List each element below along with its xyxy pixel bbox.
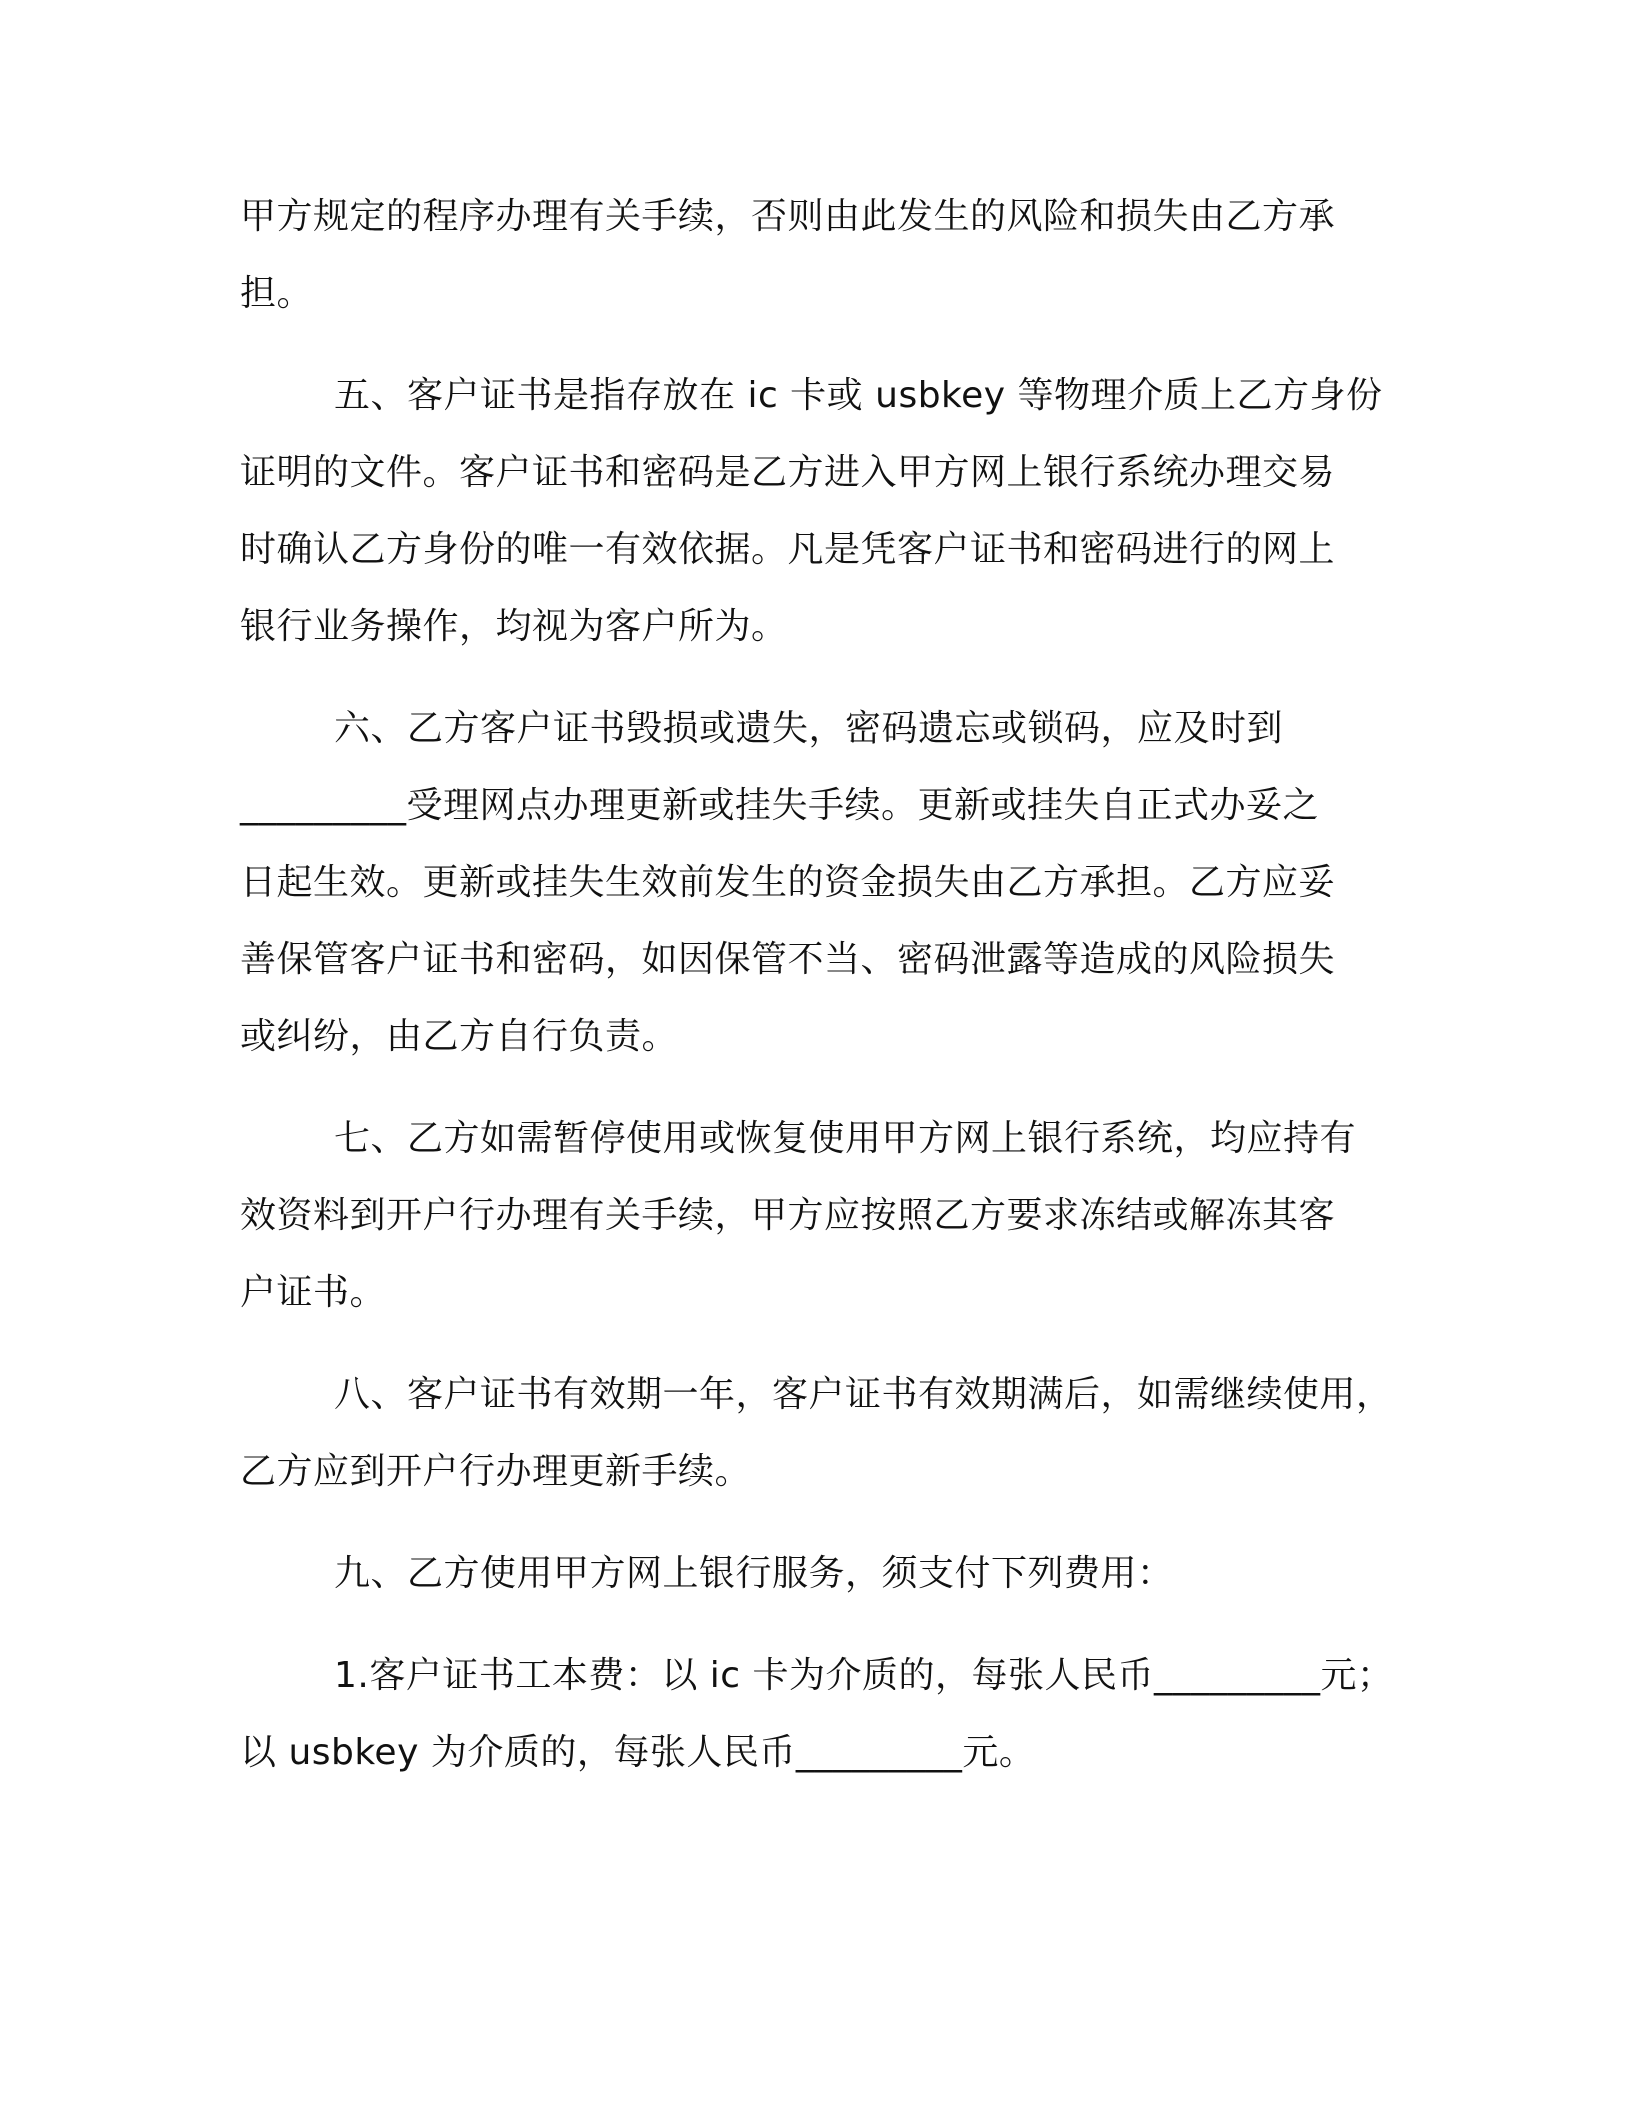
text-line: 时确认乙方身份的唯一有效依据。凡是凭客户证书和密码进行的网上 xyxy=(240,529,1336,570)
paragraph-clause-5 xyxy=(240,357,1405,665)
document-body xyxy=(240,178,1405,1791)
text-line: 九、乙方使用甲方网上银行服务，须支付下列费用： xyxy=(334,1553,1174,1594)
text-line: 乙方应到开户行办理更新手续。 xyxy=(240,1451,752,1492)
text-line: 户证书。 xyxy=(240,1272,387,1313)
paragraph-clause-9 xyxy=(240,1535,1405,1612)
text-line: 七、乙方如需暂停使用或恢复使用甲方网上银行系统，均应持有 xyxy=(334,1118,1357,1159)
paragraph-continued xyxy=(240,178,1405,332)
text-line: 以 usbkey 为介质的，每张人民币_________元。 xyxy=(240,1732,1036,1773)
text-line: 日起生效。更新或挂失生效前发生的资金损失由乙方承担。乙方应妥 xyxy=(240,862,1336,903)
paragraph-clause-6 xyxy=(240,690,1405,1075)
text-line: 担。 xyxy=(240,273,314,314)
paragraph-clause-7 xyxy=(240,1100,1405,1331)
text-line: 或纠纷，由乙方自行负责。 xyxy=(240,1016,679,1057)
text-line: 效资料到开户行办理有关手续，甲方应按照乙方要求冻结或解冻其客 xyxy=(240,1195,1336,1236)
text-line: 银行业务操作，均视为客户所为。 xyxy=(240,606,788,647)
text-line: 甲方规定的程序办理有关手续，否则由此发生的风险和损失由乙方承 xyxy=(240,196,1336,237)
text-line: 1.客户证书工本费：以 ic 卡为介质的，每张人民币_________元； xyxy=(334,1655,1394,1696)
text-line: 六、乙方客户证书毁损或遗失，密码遗忘或锁码，应及时到 xyxy=(334,708,1284,749)
paragraph-clause-8 xyxy=(240,1356,1405,1510)
text-line: 善保管客户证书和密码，如因保管不当、密码泄露等造成的风险损失 xyxy=(240,939,1336,980)
text-line: _________受理网点办理更新或挂失手续。更新或挂失自正式办妥之 xyxy=(240,785,1320,826)
paragraph-clause-9-item-1 xyxy=(240,1637,1405,1791)
text-line: 五、客户证书是指存放在 ic 卡或 usbkey 等物理介质上乙方身份 xyxy=(334,375,1383,416)
text-line: 八、客户证书有效期一年，客户证书有效期满后，如需继续使用， xyxy=(334,1374,1393,1415)
text-line: 证明的文件。客户证书和密码是乙方进入甲方网上银行系统办理交易 xyxy=(240,452,1336,493)
